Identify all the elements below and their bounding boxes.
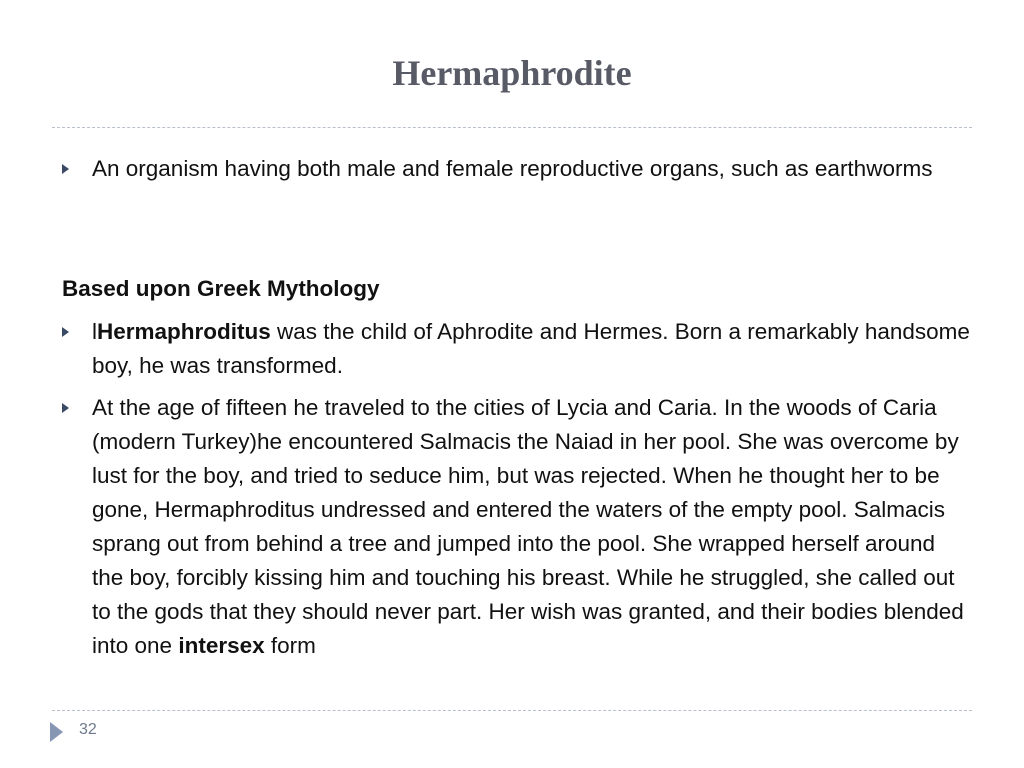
section-heading: Based upon Greek Mythology xyxy=(62,276,380,301)
bullet-myth-story-bold: intersex xyxy=(178,633,265,658)
slide-title: Hermaphrodite xyxy=(392,53,632,93)
bullet-parentage-prefix: l xyxy=(92,319,97,344)
footer-divider xyxy=(52,710,972,711)
bullet-parentage-bold: Hermaphroditus xyxy=(97,319,271,344)
bullet-parentage-text: was the child of Aphrodite and Hermes. Born a remarkably handsome boy, he was transformed. xyxy=(92,319,970,378)
bullet-definition-text: An organism having both male and female reproductive organs, such as earthworms xyxy=(92,156,933,181)
bullet-arrow-icon xyxy=(62,164,69,174)
bullet-myth-story-end: form xyxy=(264,633,316,658)
bullet-parentage xyxy=(92,315,972,383)
bullet-arrow-icon xyxy=(62,403,69,413)
page-number: 32 xyxy=(79,721,97,738)
footer-triangle-icon xyxy=(50,722,63,742)
bullet-arrow-icon xyxy=(62,327,69,337)
bullet-myth-story xyxy=(92,391,972,663)
title-divider xyxy=(52,127,972,128)
bullet-myth-story-text: At the age of fifteen he traveled to the cities of Lycia and Caria. In the woods of Caria (modern Turkey)he encountered Salmacis the Naiad in her pool. She was overcome by lust for the boy, and tried to seduce him, but was rejected. When he thought her to be gone, Hermaphroditus undressed and entered the waters of the empty pool. Salmacis sprang out from behind a tree and jumped into the pool. She wrapped herself around the boy, forcibly kissing him and touching his breast. While he struggled, she called out to the gods that they should never part. Her wish was granted, and their bodies blended into one xyxy=(92,395,964,658)
bullet-definition xyxy=(92,152,972,186)
